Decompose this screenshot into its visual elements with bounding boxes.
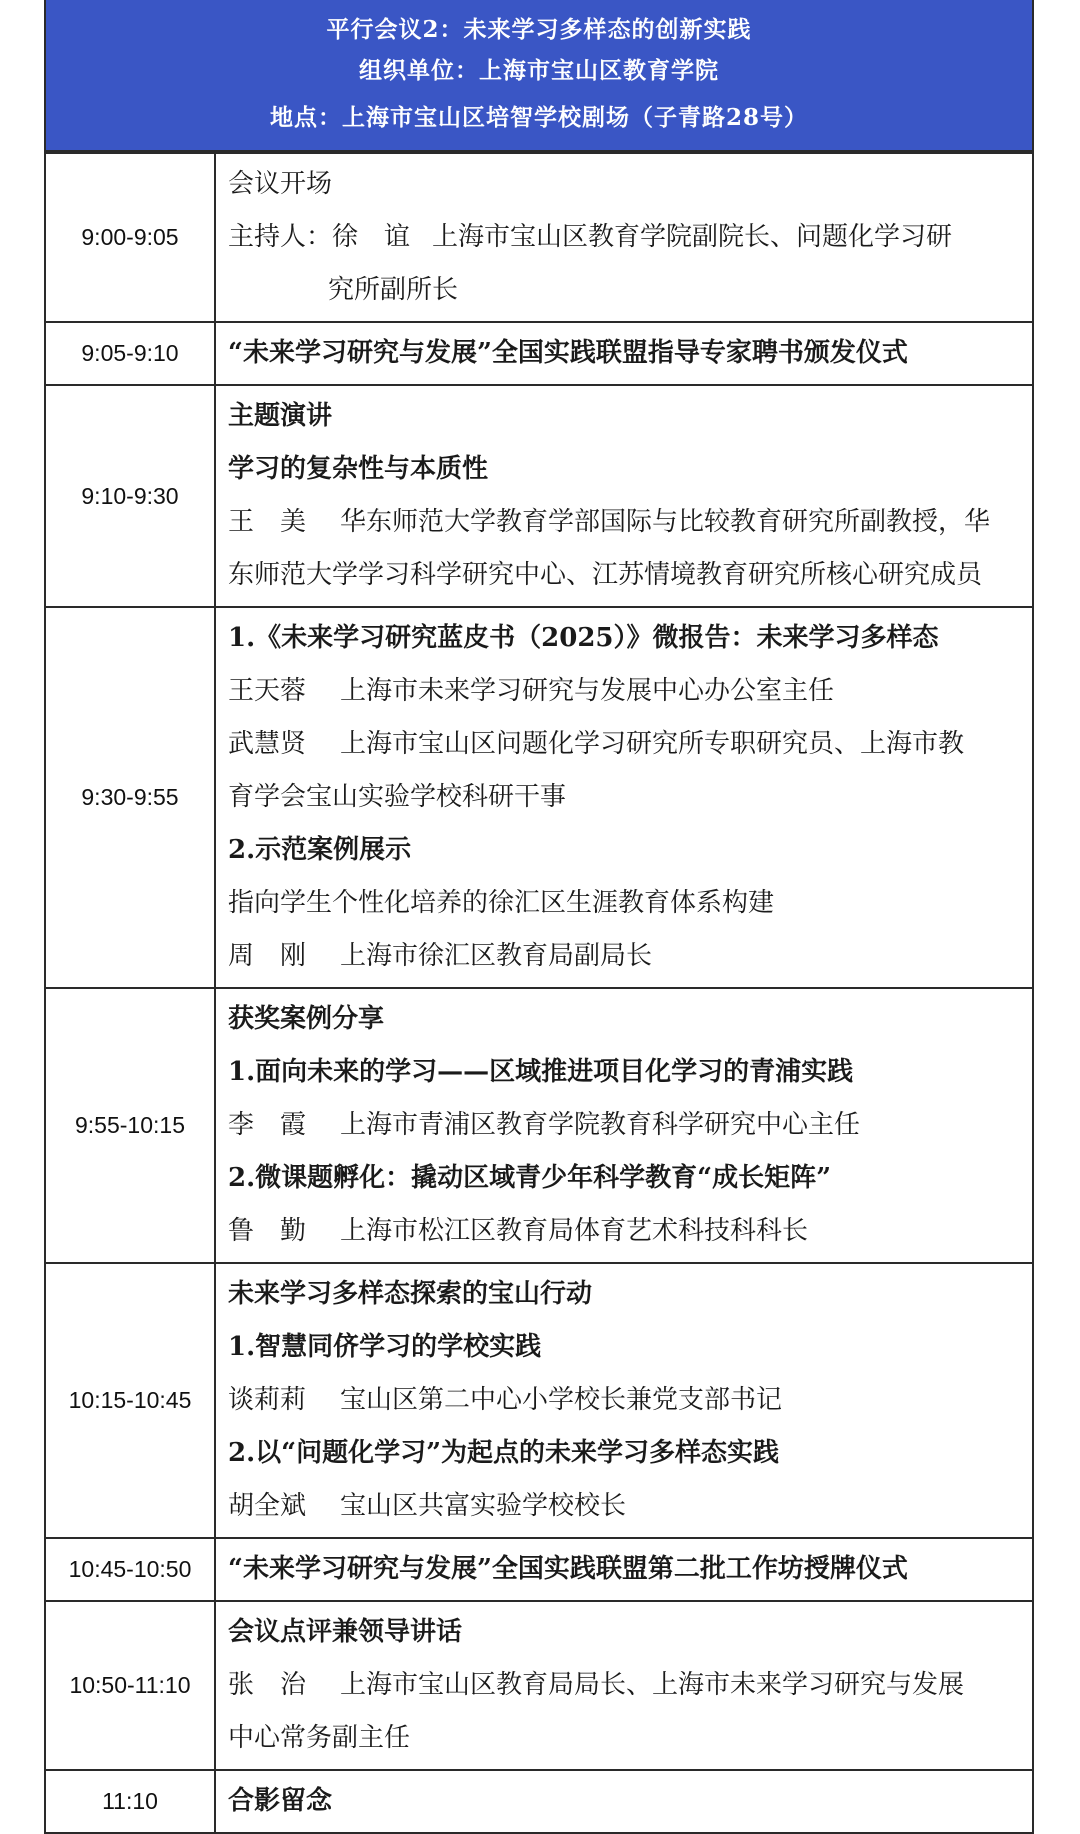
table-row (45, 1538, 1033, 1601)
item-subtitle: 学习的复杂性与本质性 (228, 454, 489, 484)
speaker-name: 张 治 (228, 1670, 307, 1700)
session-title: 平行会议2：未来学习多样态的创新实践 (326, 16, 752, 43)
speaker-role: 宝山区共富实验学校校长 (340, 1491, 627, 1521)
table-row (45, 988, 1033, 1263)
speaker-role-cont: 东师范大学学习科学研究中心、江苏情境教育研究所核心研究成员 (228, 560, 983, 590)
session-location: 地点：上海市宝山区培智学校剧场（子青路28号） (269, 104, 808, 131)
session-organizer: 组织单位：上海市宝山区教育学院 (359, 57, 719, 84)
speaker-role: 上海市徐汇区教育局副局长 (340, 941, 653, 971)
item-title: 获奖案例分享 (228, 1004, 385, 1034)
content-cell (215, 322, 1033, 385)
speaker-line (228, 1099, 1020, 1152)
case-title: 指向学生个性化培养的徐汇区生涯教育体系构建 (228, 888, 775, 918)
speaker-line (228, 1480, 1020, 1533)
case-title: 2.微课题孵化：撬动区域青少年科学教育“成长矩阵” (228, 1163, 832, 1193)
speaker-line (228, 496, 1020, 549)
speaker-line (228, 1374, 1020, 1427)
table-row (45, 322, 1033, 385)
speaker-line (228, 718, 1020, 771)
speaker-line (228, 1659, 1020, 1712)
content-cell (215, 1538, 1033, 1601)
host-role-cont: 究所副所长 (328, 275, 459, 305)
time-cell: 9:00-9:05 (45, 153, 215, 322)
host-line (228, 211, 1020, 264)
item-title: 未来学习多样态探索的宝山行动 (228, 1279, 593, 1309)
speaker-name: 谈莉莉 (228, 1385, 307, 1415)
host-label: 主持人： (228, 222, 333, 252)
speaker-name: 李 霞 (228, 1110, 307, 1140)
table-row (45, 1601, 1033, 1770)
table-row (45, 153, 1033, 322)
case-title: 2.以“问题化学习”为起点的未来学习多样态实践 (228, 1438, 780, 1468)
agenda-table (44, 152, 1034, 1834)
speaker-name: 鲁 勤 (228, 1216, 307, 1246)
speaker-role: 上海市青浦区教育学院教育科学研究中心主任 (340, 1110, 861, 1140)
content-cell (215, 988, 1033, 1263)
table-row (45, 1770, 1033, 1833)
time-cell: 9:05-9:10 (45, 322, 215, 385)
item-title: 2.示范案例展示 (228, 835, 412, 865)
speaker-role: 上海市松江区教育局体育艺术科技科科长 (340, 1216, 809, 1246)
content-cell (215, 1770, 1033, 1833)
item-title: 合影留念 (228, 1786, 333, 1816)
speaker-role: 上海市未来学习研究与发展中心办公室主任 (340, 676, 835, 706)
item-title: 会议点评兼领导讲话 (228, 1617, 463, 1647)
item-title: “未来学习研究与发展”全国实践联盟指导专家聘书颁发仪式 (228, 338, 908, 368)
time-cell: 11:10 (45, 1770, 215, 1833)
speaker-name: 周 刚 (228, 941, 307, 971)
content-cell (215, 1601, 1033, 1770)
table-row (45, 607, 1033, 988)
time-cell: 9:30-9:55 (45, 607, 215, 988)
case-title: 1.面向未来的学习——区域推进项目化学习的青浦实践 (228, 1057, 854, 1087)
speaker-line (228, 930, 1020, 983)
agenda-sheet (44, 0, 1034, 1834)
item-title: “未来学习研究与发展”全国实践联盟第二批工作坊授牌仪式 (228, 1554, 908, 1584)
time-cell: 9:55-10:15 (45, 988, 215, 1263)
speaker-role: 宝山区第二中心小学校长兼党支部书记 (340, 1385, 783, 1415)
session-header (44, 0, 1034, 152)
time-cell: 10:45-10:50 (45, 1538, 215, 1601)
table-row (45, 1263, 1033, 1538)
content-cell (215, 1263, 1033, 1538)
time-cell: 9:10-9:30 (45, 385, 215, 607)
speaker-line (228, 665, 1020, 718)
time-cell: 10:50-11:10 (45, 1601, 215, 1770)
content-cell (215, 385, 1033, 607)
speaker-role: 上海市宝山区教育局局长、上海市未来学习研究与发展 (340, 1670, 965, 1700)
host-role: 上海市宝山区教育学院副院长、问题化学习研 (432, 222, 953, 252)
speaker-name: 王天蓉 (228, 676, 307, 706)
speaker-role-cont: 中心常务副主任 (228, 1723, 411, 1753)
speaker-role: 华东师范大学教育学部国际与比较教育研究所副教授，华 (340, 507, 991, 537)
host-name: 徐 谊 (332, 222, 411, 252)
speaker-role-cont: 育学会宝山实验学校科研干事 (228, 782, 567, 812)
table-row (45, 385, 1033, 607)
item-title: 主题演讲 (228, 401, 333, 431)
speaker-name: 胡全斌 (228, 1491, 307, 1521)
speaker-role: 上海市宝山区问题化学习研究所专职研究员、上海市教 (340, 729, 965, 759)
speaker-name: 武慧贤 (228, 729, 307, 759)
content-cell (215, 153, 1033, 322)
speaker-name: 王 美 (228, 507, 307, 537)
case-title: 1.智慧同侪学习的学校实践 (228, 1332, 542, 1362)
speaker-line (228, 1205, 1020, 1258)
item-title: 1.《未来学习研究蓝皮书（2025）》微报告：未来学习多样态 (228, 623, 939, 653)
time-cell: 10:15-10:45 (45, 1263, 215, 1538)
content-cell (215, 607, 1033, 988)
item-title: 会议开场 (228, 169, 333, 199)
